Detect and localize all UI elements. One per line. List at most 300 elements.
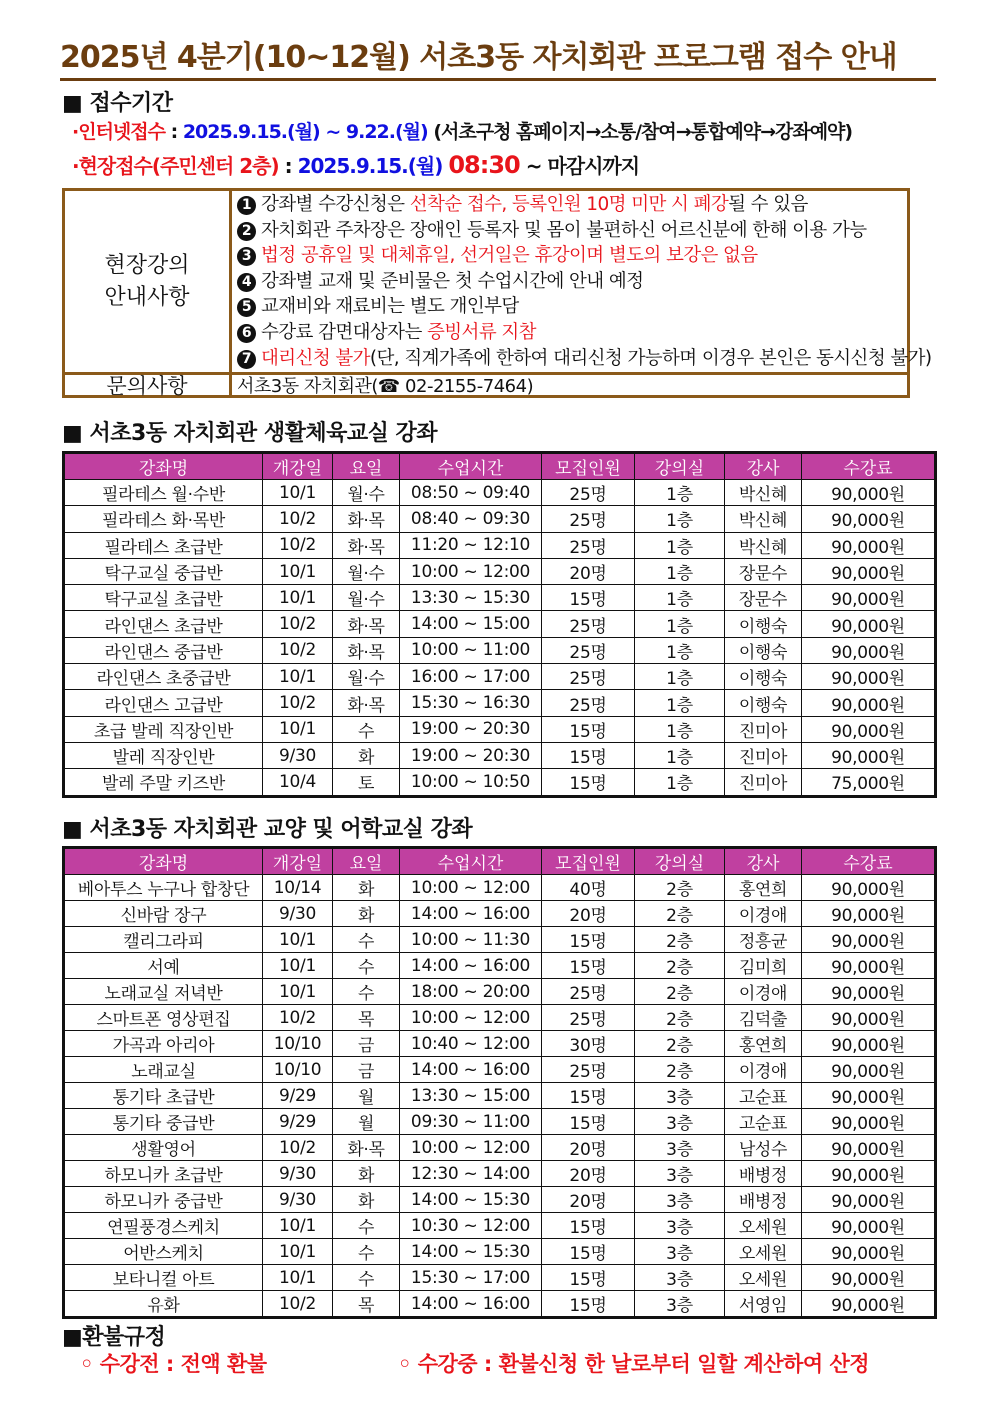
fee-cell: 90,000원 [802,875,936,901]
notice-text: 자치회관 주차장은 장애인 등록자 및 몸이 불편하신 어르신분에 한해 이용 가능 [261,219,867,241]
classroom-cell: 3층 [635,1161,725,1187]
class-time-cell: 08:50 ~ 09:40 [400,480,542,506]
weekday-cell: 화·목 [333,506,400,532]
fee-cell: 90,000원 [802,927,936,953]
weekday-cell: 금 [333,1057,400,1083]
notice-label [65,191,232,372]
course-name-cell: 하모니카 초급반 [64,1161,263,1187]
instructor-cell: 진미아 [725,742,802,768]
course-name-cell: 탁구교실 중급반 [64,558,263,584]
capacity-cell: 25명 [542,506,635,532]
start-date-cell: 10/1 [263,1265,333,1291]
column-header-class-time: 수업시간 [400,848,542,875]
course-name-cell: 신바람 장구 [64,901,263,927]
notice-item [237,346,932,372]
course-name-cell: 필라테스 화·목반 [64,506,263,532]
notice-item [237,294,932,320]
classroom-cell: 3층 [635,1135,725,1161]
start-date-cell: 10/10 [263,1031,333,1057]
fee-cell: 90,000원 [802,611,936,637]
number-badge-icon: 2 [237,222,256,241]
capacity-cell: 15명 [542,1109,635,1135]
class-time-cell: 14:00 ~ 16:00 [400,1057,542,1083]
section1-heading: ■ 서초3동 자치회관 생활체육교실 강좌 [62,421,438,446]
fee-cell: 90,000원 [802,637,936,663]
course-name-cell: 라인댄스 초급반 [64,611,263,637]
capacity-cell: 15명 [542,742,635,768]
course-name-cell: 노래교실 저녁반 [64,979,263,1005]
instructor-cell: 박신혜 [725,480,802,506]
classroom-cell: 1층 [635,690,725,716]
classroom-cell: 3층 [635,1109,725,1135]
section2-heading: ■ 서초3동 자치회관 교양 및 어학교실 강좌 [62,817,473,842]
culture-course-table [62,846,937,1319]
table-row [64,1031,936,1057]
table-row [64,480,936,506]
table-row [64,532,936,558]
fee-cell: 90,000원 [802,953,936,979]
weekday-cell: 수 [333,1213,400,1239]
classroom-cell: 2층 [635,1031,725,1057]
class-time-cell: 19:00 ~ 20:30 [400,742,542,768]
fee-cell: 90,000원 [802,506,936,532]
weekday-cell: 월·수 [333,480,400,506]
class-time-cell: 13:30 ~ 15:00 [400,1083,542,1109]
instructor-cell: 오세원 [725,1213,802,1239]
capacity-cell: 20명 [542,1187,635,1213]
fee-cell: 90,000원 [802,1213,936,1239]
table-row [64,558,936,584]
classroom-cell: 3층 [635,1265,725,1291]
table-row [64,742,936,768]
classroom-cell: 1층 [635,742,725,768]
classroom-cell: 3층 [635,1083,725,1109]
capacity-cell: 15명 [542,716,635,742]
start-date-cell: 10/10 [263,1057,333,1083]
class-time-cell: 10:40 ~ 12:00 [400,1031,542,1057]
start-date-cell: 10/1 [263,953,333,979]
onsite-reception [72,150,639,179]
reception-heading: ■ 접수기간 [62,91,173,116]
internet-path: (서초구청 홈페이지→소통/참여→통합예약→강좌예약) [427,121,853,143]
course-name-cell: 연필풍경스케치 [64,1213,263,1239]
instructor-cell: 오세원 [725,1265,802,1291]
instructor-cell: 이경애 [725,1057,802,1083]
column-header-instructor: 강사 [725,453,802,480]
course-name-cell: 필라테스 월·수반 [64,480,263,506]
classroom-cell: 3층 [635,1213,725,1239]
capacity-cell: 20명 [542,1161,635,1187]
capacity-cell: 15명 [542,1213,635,1239]
weekday-cell: 화·목 [333,690,400,716]
weekday-cell: 금 [333,1031,400,1057]
fee-cell: 90,000원 [802,901,936,927]
internet-label: ·인터넷접수 [72,121,165,143]
fee-cell: 75,000원 [802,769,936,796]
column-header-course-name: 강좌명 [64,848,263,875]
course-name-cell: 보타니컬 아트 [64,1265,263,1291]
sports-course-table [62,451,937,798]
capacity-cell: 25명 [542,664,635,690]
contact-label: 문의사항 [65,375,232,398]
classroom-cell: 2층 [635,979,725,1005]
table-row [64,611,936,637]
classroom-cell: 1층 [635,532,725,558]
start-date-cell: 10/14 [263,875,333,901]
column-header-weekday: 요일 [333,453,400,480]
table-row [64,769,936,796]
classroom-cell: 1층 [635,506,725,532]
number-badge-icon: 1 [237,196,256,215]
weekday-cell: 목 [333,1005,400,1031]
course-name-cell: 노래교실 [64,1057,263,1083]
number-badge-icon: 7 [237,350,256,369]
capacity-cell: 15명 [542,1239,635,1265]
capacity-cell: 30명 [542,1031,635,1057]
fee-cell: 90,000원 [802,1083,936,1109]
fee-cell: 90,000원 [802,1109,936,1135]
class-time-cell: 15:30 ~ 16:30 [400,690,542,716]
start-date-cell: 10/2 [263,690,333,716]
table-header-row [64,848,936,875]
capacity-cell: 25명 [542,611,635,637]
fee-cell: 90,000원 [802,1031,936,1057]
instructor-cell: 박신혜 [725,532,802,558]
instructor-cell: 고순표 [725,1083,802,1109]
fee-cell: 90,000원 [802,1187,936,1213]
course-name-cell: 유화 [64,1291,263,1318]
instructor-cell: 배병정 [725,1161,802,1187]
number-badge-icon: 6 [237,324,256,343]
instructor-cell: 김덕출 [725,1005,802,1031]
fee-cell: 90,000원 [802,716,936,742]
capacity-cell: 20명 [542,558,635,584]
fee-cell: 90,000원 [802,1239,936,1265]
instructor-cell: 이행숙 [725,690,802,716]
instructor-cell: 진미아 [725,716,802,742]
start-date-cell: 10/1 [263,1213,333,1239]
capacity-cell: 15명 [542,927,635,953]
instructor-cell: 정흥균 [725,927,802,953]
start-date-cell: 9/30 [263,901,333,927]
course-name-cell: 하모니카 중급반 [64,1187,263,1213]
notice-box [62,188,932,398]
start-date-cell: 10/2 [263,506,333,532]
class-time-cell: 14:00 ~ 15:30 [400,1239,542,1265]
fee-cell: 90,000원 [802,1057,936,1083]
start-date-cell: 10/2 [263,532,333,558]
column-header-start-date: 개강일 [263,848,333,875]
capacity-cell: 20명 [542,1135,635,1161]
class-time-cell: 12:30 ~ 14:00 [400,1161,542,1187]
class-time-cell: 11:20 ~ 12:10 [400,532,542,558]
fee-cell: 90,000원 [802,979,936,1005]
start-date-cell: 10/1 [263,716,333,742]
table-row [64,1187,936,1213]
notice-text: 수강료 감면대상자는 [261,321,428,343]
class-time-cell: 19:00 ~ 20:30 [400,716,542,742]
class-time-cell: 10:00 ~ 12:00 [400,875,542,901]
class-time-cell: 10:00 ~ 12:00 [400,558,542,584]
classroom-cell: 1층 [635,637,725,663]
column-header-start-date: 개강일 [263,453,333,480]
instructor-cell: 이경애 [725,901,802,927]
start-date-cell: 10/1 [263,927,333,953]
notice-emphasis: 법정 공휴일 및 대체휴일, 선거일은 휴강이며 별도의 보강은 없음 [261,245,758,267]
start-date-cell: 10/1 [263,558,333,584]
notice-text: (단, 직계가족에 한하여 대리신청 가능하며 이경우 본인은 동시신청 불가) [369,347,932,369]
table-row [64,1005,936,1031]
capacity-cell: 25명 [542,690,635,716]
table-row [64,1213,936,1239]
instructor-cell: 배병정 [725,1187,802,1213]
weekday-cell: 화·목 [333,611,400,637]
fee-cell: 90,000원 [802,1161,936,1187]
class-time-cell: 10:30 ~ 12:00 [400,1213,542,1239]
start-date-cell: 9/30 [263,742,333,768]
column-header-classroom: 강의실 [635,453,725,480]
start-date-cell: 10/2 [263,611,333,637]
class-time-cell: 14:00 ~ 15:00 [400,611,542,637]
weekday-cell: 월·수 [333,664,400,690]
weekday-cell: 화 [333,1187,400,1213]
start-date-cell: 10/1 [263,480,333,506]
fee-cell: 90,000원 [802,1291,936,1318]
column-header-classroom: 강의실 [635,848,725,875]
course-name-cell: 필라테스 초급반 [64,532,263,558]
instructor-cell: 이행숙 [725,664,802,690]
table-row [64,875,936,901]
column-header-capacity: 모집인원 [542,848,635,875]
onsite-label: ·현장접수(주민센터 2층) [72,154,279,178]
start-date-cell: 10/1 [263,979,333,1005]
course-name-cell: 발레 주말 키즈반 [64,769,263,796]
table-row [64,1239,936,1265]
course-name-cell: 생활영어 [64,1135,263,1161]
notice-text: 교재비와 재료비는 별도 개인부담 [261,296,519,318]
instructor-cell: 남성수 [725,1135,802,1161]
refund-during: ◦ 수강중 : 환불신청 한 날로부터 일할 계산하여 산정 [398,1352,870,1376]
onsite-date: 2025.9.15.(월) [297,154,449,178]
classroom-cell: 1층 [635,716,725,742]
notice-text: 될 수 있음 [728,194,808,215]
instructor-cell: 홍연희 [725,1031,802,1057]
class-time-cell: 14:00 ~ 16:00 [400,1291,542,1318]
fee-cell: 90,000원 [802,690,936,716]
class-time-cell: 15:30 ~ 17:00 [400,1265,542,1291]
start-date-cell: 10/1 [263,664,333,690]
weekday-cell: 월 [333,1083,400,1109]
class-time-cell: 10:00 ~ 11:00 [400,637,542,663]
capacity-cell: 25명 [542,1005,635,1031]
refund-heading: ■환불규정 [62,1325,166,1350]
notice-items [237,192,932,371]
course-name-cell: 통기타 초급반 [64,1083,263,1109]
class-time-cell: 16:00 ~ 17:00 [400,664,542,690]
weekday-cell: 수 [333,927,400,953]
classroom-cell: 2층 [635,953,725,979]
instructor-cell: 진미아 [725,769,802,796]
classroom-cell: 1층 [635,558,725,584]
weekday-cell: 목 [333,1291,400,1318]
class-time-cell: 08:40 ~ 09:30 [400,506,542,532]
instructor-cell: 서영임 [725,1291,802,1318]
notice-text: 강좌별 교재 및 준비물은 첫 수업시간에 안내 예정 [261,270,644,292]
number-badge-icon: 4 [237,273,256,292]
capacity-cell: 20명 [542,901,635,927]
weekday-cell: 수 [333,1265,400,1291]
table-row [64,1291,936,1318]
class-time-cell: 10:00 ~ 12:00 [400,1135,542,1161]
weekday-cell: 수 [333,716,400,742]
class-time-cell: 14:00 ~ 15:30 [400,1187,542,1213]
start-date-cell: 9/29 [263,1109,333,1135]
notice-item [237,269,932,295]
instructor-cell: 홍연희 [725,875,802,901]
table-row [64,664,936,690]
classroom-cell: 2층 [635,875,725,901]
notice-emphasis: 증빙서류 지참 [427,321,536,343]
start-date-cell: 10/1 [263,1239,333,1265]
fee-cell: 90,000원 [802,742,936,768]
course-name-cell: 발레 직장인반 [64,742,263,768]
start-date-cell: 10/4 [263,769,333,796]
table-row [64,1109,936,1135]
weekday-cell: 수 [333,953,400,979]
capacity-cell: 25명 [542,532,635,558]
weekday-cell: 토 [333,769,400,796]
column-header-class-time: 수업시간 [400,453,542,480]
instructor-cell: 오세원 [725,1239,802,1265]
start-date-cell: 10/1 [263,585,333,611]
class-time-cell: 18:00 ~ 20:00 [400,979,542,1005]
table-row [64,953,936,979]
classroom-cell: 3층 [635,1291,725,1318]
instructor-cell: 김미희 [725,953,802,979]
table-row [64,637,936,663]
classroom-cell: 2층 [635,901,725,927]
notice-label-line: 안내사항 [104,284,190,310]
fee-cell: 90,000원 [802,664,936,690]
capacity-cell: 15명 [542,1291,635,1318]
course-name-cell: 서예 [64,953,263,979]
onsite-time: 08:30 [448,151,520,179]
weekday-cell: 수 [333,1239,400,1265]
table-row [64,1057,936,1083]
start-date-cell: 10/2 [263,1291,333,1318]
classroom-cell: 2층 [635,1005,725,1031]
class-time-cell: 10:00 ~ 11:30 [400,927,542,953]
fee-cell: 90,000원 [802,1135,936,1161]
table-row [64,506,936,532]
fee-cell: 90,000원 [802,1265,936,1291]
capacity-cell: 15명 [542,1265,635,1291]
weekday-cell: 월·수 [333,558,400,584]
classroom-cell: 1층 [635,769,725,796]
class-time-cell: 10:00 ~ 12:00 [400,1005,542,1031]
classroom-cell: 1층 [635,664,725,690]
course-name-cell: 라인댄스 고급반 [64,690,263,716]
class-time-cell: 09:30 ~ 11:00 [400,1109,542,1135]
instructor-cell: 고순표 [725,1109,802,1135]
course-name-cell: 베아투스 누구나 합창단 [64,875,263,901]
instructor-cell: 이경애 [725,979,802,1005]
separator: : [278,154,298,178]
table-row [64,585,936,611]
page-title: 2025년 4분기(10~12월) 서초3동 자치회관 프로그램 접수 안내 [60,40,936,81]
notice-item [237,243,932,269]
capacity-cell: 15명 [542,769,635,796]
weekday-cell: 월 [333,1109,400,1135]
fee-cell: 90,000원 [802,532,936,558]
course-name-cell: 가곡과 아리아 [64,1031,263,1057]
weekday-cell: 화·목 [333,532,400,558]
capacity-cell: 25명 [542,979,635,1005]
capacity-cell: 25명 [542,637,635,663]
column-header-capacity: 모집인원 [542,453,635,480]
contact-value: 서초3동 자치회관(☎ 02-2155-7464) [237,376,534,397]
capacity-cell: 15명 [542,585,635,611]
capacity-cell: 25명 [542,1057,635,1083]
capacity-cell: 15명 [542,1083,635,1109]
weekday-cell: 화 [333,875,400,901]
course-name-cell: 라인댄스 중급반 [64,637,263,663]
course-name-cell: 어반스케치 [64,1239,263,1265]
start-date-cell: 9/30 [263,1161,333,1187]
number-badge-icon: 3 [237,247,256,266]
instructor-cell: 장문수 [725,558,802,584]
fee-cell: 90,000원 [802,1005,936,1031]
classroom-cell: 1층 [635,585,725,611]
weekday-cell: 화·목 [333,637,400,663]
column-header-fee: 수강료 [802,848,936,875]
class-time-cell: 10:00 ~ 10:50 [400,769,542,796]
instructor-cell: 이행숙 [725,611,802,637]
classroom-cell: 3층 [635,1187,725,1213]
table-row [64,901,936,927]
table-row [64,1161,936,1187]
course-name-cell: 탁구교실 초급반 [64,585,263,611]
course-name-cell: 스마트폰 영상편집 [64,1005,263,1031]
classroom-cell: 1층 [635,480,725,506]
notice-text: 강좌별 수강신청은 [261,194,410,215]
column-header-fee: 수강료 [802,453,936,480]
refund-before: ◦ 수강전 : 전액 환불 [80,1352,267,1376]
course-name-cell: 초급 발레 직장인반 [64,716,263,742]
column-header-weekday: 요일 [333,848,400,875]
class-time-cell: 14:00 ~ 16:00 [400,901,542,927]
weekday-cell: 화 [333,901,400,927]
table-row [64,927,936,953]
notice-item [237,192,932,218]
fee-cell: 90,000원 [802,480,936,506]
fee-cell: 90,000원 [802,585,936,611]
start-date-cell: 9/30 [263,1187,333,1213]
notice-emphasis: 대리신청 불가 [261,347,370,369]
instructor-cell: 박신혜 [725,506,802,532]
table-row [64,716,936,742]
capacity-cell: 40명 [542,875,635,901]
notice-emphasis: 선착순 접수, 등록인원 10명 미만 시 폐강 [409,194,729,215]
start-date-cell: 9/29 [263,1083,333,1109]
number-badge-icon: 5 [237,298,256,317]
course-name-cell: 캘리그라피 [64,927,263,953]
onsite-end: ~ 마감시까지 [519,154,640,178]
capacity-cell: 15명 [542,953,635,979]
column-header-instructor: 강사 [725,848,802,875]
classroom-cell: 1층 [635,611,725,637]
classroom-cell: 3층 [635,1239,725,1265]
